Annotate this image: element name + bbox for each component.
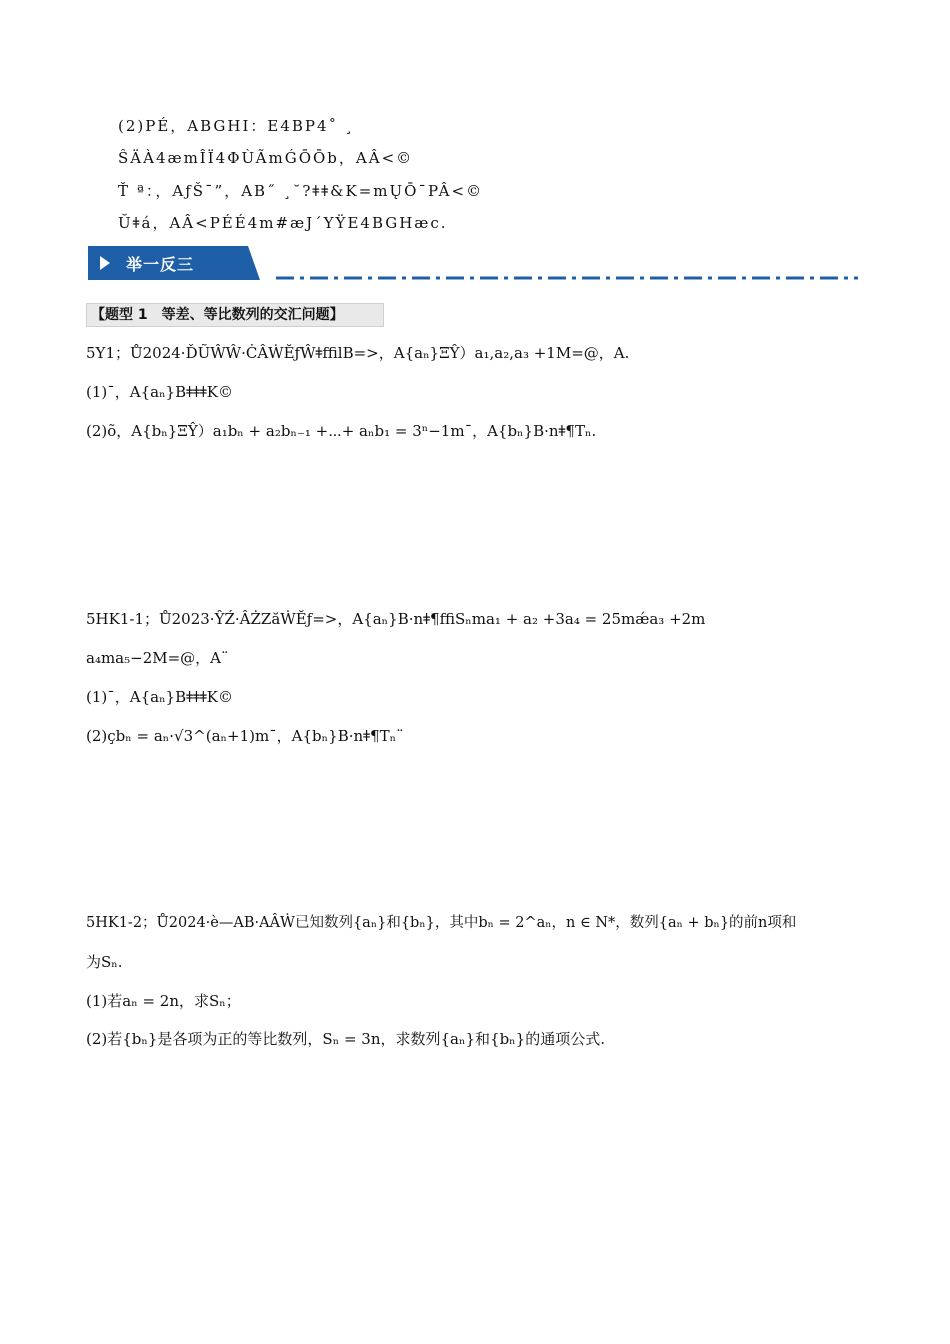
intro-line-1: (2)PÉ，ABGHI：E4BP4˚ ¸ bbox=[118, 117, 355, 135]
example-2-part-2: (2)çbₙ = aₙ·√3^(aₙ+1)m¯，A{bₙ}B·nǂ¶Tₙ¨ bbox=[86, 727, 404, 745]
banner-label: 举一反三 bbox=[126, 255, 195, 274]
example-2-head-cont: a₄ma₅−2M=@，A¨ bbox=[86, 649, 229, 667]
example-3-head: 5HK1-2；Ů2024·è—AB·AÂẆ已知数列{aₙ}和{bₙ}，其中bₙ = 2^aₙ，n ∈ N*，数列{aₙ + bₙ}的前n项和 bbox=[86, 915, 797, 931]
intro-line-2: ŜÄÀ4æmÎÏ4ΦÙÃmǴŌŌb，AÂ<© bbox=[118, 149, 414, 167]
intro-line-4: Ŭǂá，AÂ<PÉÉ4m#æJ´YŸE4BGHæc. bbox=[118, 214, 448, 232]
example-2-part-1: (1)¯，A{aₙ}BǂǂǂK© bbox=[86, 688, 233, 706]
example-1-head: 5Y1；Ů2024·ĎŨŴŴ·ĊÂẆĔƒŴǂﬃlB=>，A{aₙ}ΞŶ）a₁,a₂,a₃ +1M=@，A. bbox=[86, 344, 630, 362]
dash-divider bbox=[276, 276, 858, 280]
example-1-part-1: (1)¯，A{aₙ}BǂǂǂK© bbox=[86, 383, 233, 401]
intro-line-3: Ť ª：，AƒŠ¯”，AB˝ ¸˘?ǂǂ&K=mŲŌ¯PÂ<© bbox=[118, 182, 484, 200]
section-banner bbox=[88, 246, 260, 280]
question-type-heading: 【题型 1 等差、等比数列的交汇问题】 bbox=[86, 303, 384, 327]
example-3-part-1: (1)若aₙ = 2n，求Sₙ； bbox=[86, 992, 241, 1010]
example-3-head-cont: 为Sₙ. bbox=[86, 953, 123, 971]
example-2-head: 5HK1-1；Ů2023·ŶŹ·ÂŻZăẆĔƒ=>，A{aₙ}B·nǂ¶ﬃSₙma₁ + a₂ +3a₄ = 25mǽa₃ +2m bbox=[86, 610, 706, 628]
example-3-part-2: (2)若{bₙ}是各项为正的等比数列，Sₙ = 3n，求数列{aₙ}和{bₙ}的通项公式. bbox=[86, 1030, 605, 1048]
example-1-part-2: (2)õ，A{bₙ}ΞŶ）a₁bₙ + a₂bₙ₋₁ +⋯+ aₙb₁ = 3ⁿ−1m¯，A{bₙ}B·nǂ¶Tₙ. bbox=[86, 422, 597, 440]
